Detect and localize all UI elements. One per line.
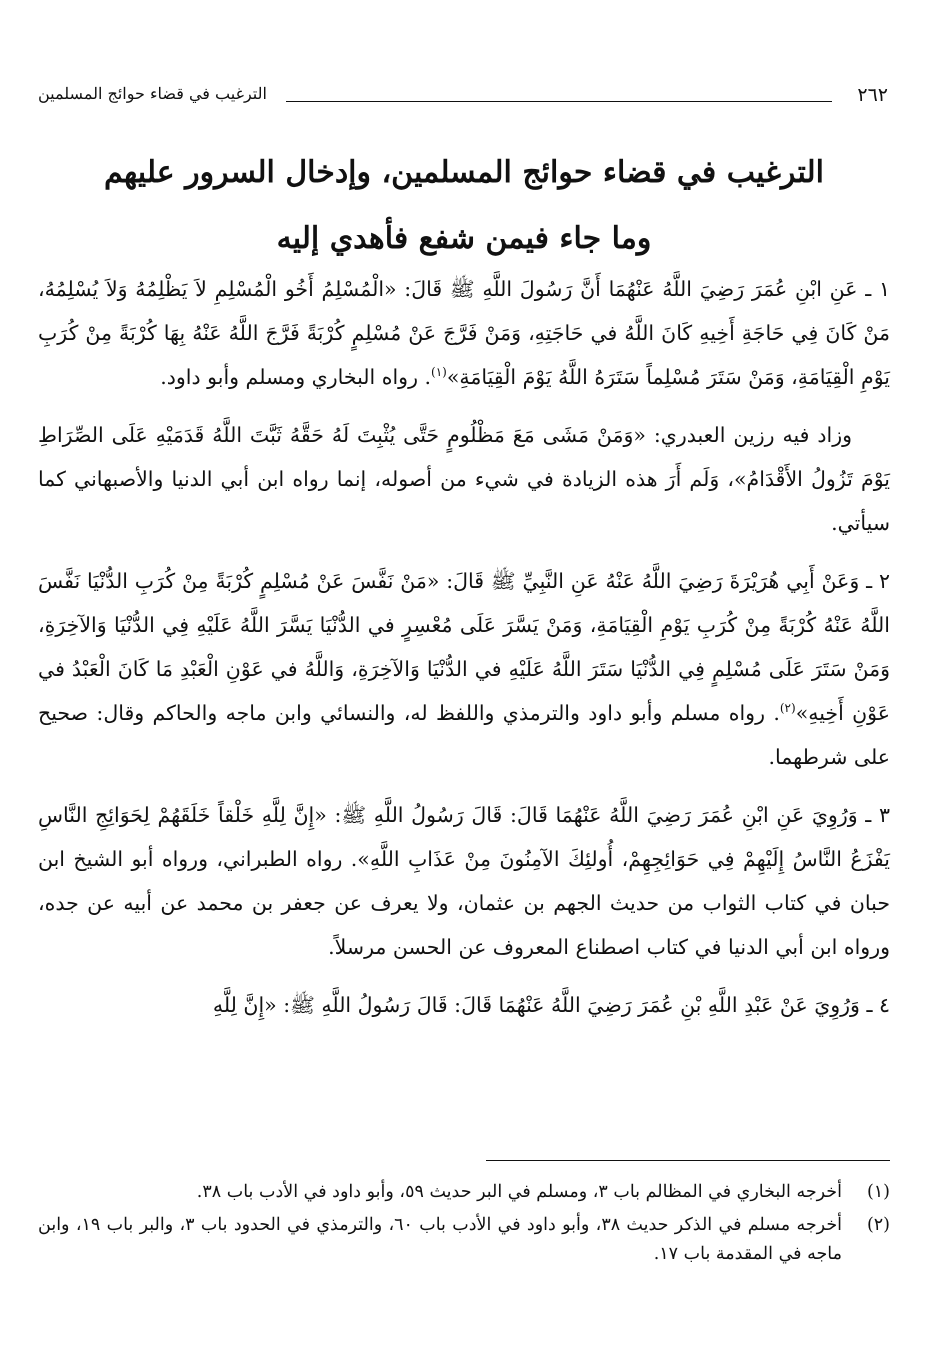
hadith-2 [38, 559, 890, 779]
chapter-title-line-1: الترغيب في قضاء حوائج المسلمين، وإدخال السرور عليهم [104, 155, 824, 190]
footnote-2 [38, 1211, 890, 1269]
footnote-ref-2[interactable]: (٢) [779, 701, 796, 716]
hadith-2-text: ٢ ـ وَعَنْ أَبِي هُرَيْرَةَ رَضِيَ اللَّهُ عَنْهُ عَنِ النَّبِيِّ ﷺ قَالَ: «مَنْ نَفَّسَ عَنْ مُسْلِمٍ كُرْبَةً مِنْ كُرَبِ الدُّنْيَا نَفَّسَ اللَّهُ عَنْهُ كُرْبَةً مِنْ كُرَبِ يَوْمِ الْقِيَامَةِ، وَمَنْ يَسَّرَ عَلَى مُعْسِرٍ في الدُّنْيَا يَسَّرَ اللَّهُ عَلَيْهِ فِي الدُّنْيَا وَالآخِرَةِ، وَمَنْ سَتَرَ عَلَى مُسْلِمٍ فِي الدُّنْيَا سَتَرَ اللَّهُ عَلَيْهِ في الدُّنْيَا وَالآخِرَةِ، وَاللَّهُ في عَوْنِ الْعَبْدِ مَا كَانَ الْعَبْدُ في عَوْنِ أَخِيهِ» [38, 569, 891, 725]
hadith-1-source: . رواه البخاري ومسلم وأبو داود. [160, 365, 432, 389]
footnote-2-text: أخرجه مسلم في الذكر حديث ٣٨، وأبو داود في الأدب باب ٦٠، والترمذي في الحدود باب ٣، والبر باب ١٩، وابن ماجه في المقدمة باب ١٧. [38, 1215, 843, 1264]
hadith-1 [38, 267, 890, 399]
commentary-paragraph: وزاد فيه رزين العبدري: «وَمَنْ مَشَى مَعَ مَظْلُومٍ حَتَّى يُثْبِتَ لَهُ حَقَّهُ ثَبَّتَ اللَّهُ قَدَمَيْهِ عَلَى الصِّرَاطِ يَوْمَ تَزُولُ الأَقْدَامُ»، وَلَم أَرَ هذه الزيادة في شيء من أصوله، إنما رواه ابن أبي الدنيا والأصبهاني كما سيأتي. [38, 423, 890, 535]
chapter-title-line-2: وما جاء فيمن شفع فأهدي إليه [276, 221, 652, 256]
running-title: الترغيب في قضاء حوائج المسلمين [38, 84, 267, 103]
footnote-1 [38, 1178, 890, 1207]
footnotes [38, 1178, 890, 1273]
header-rule [286, 101, 832, 102]
chapter-title [40, 140, 888, 272]
hadith-2-source: . رواه مسلم وأبو داود والترمذي واللفظ له، والنسائي وابن ماجه والحاكم وقال: صحيح على شرطهما. [38, 701, 890, 769]
hadith-1-text: ١ ـ عَنِ ابْنِ عُمَرَ رَضِيَ اللَّهُ عَنْهُمَا أَنَّ رَسُولَ اللَّهِ ﷺ قَالَ: «الْمُسْلِمُ أَخُو الْمُسْلِمِ لاَ يَظْلِمُهُ وَلاَ يُسْلِمُهُ، مَنْ كَانَ فِي حَاجَةِ أَخِيهِ كَانَ اللَّهُ في حَاجَتِهِ، وَمَنْ فَرَّجَ عَنْ مُسْلِمٍ كُرْبَةً فَرَّجَ اللَّهُ عَنْهُ بِهَا كُرْبَةً مِنْ كُرَبِ يَوْمِ الْقِيَامَةِ، وَمَنْ سَتَرَ مُسْلِماً سَتَرَهُ اللَّهُ يَوْمَ الْقِيَامَةِ» [38, 277, 890, 389]
hadith-3: ٣ ـ وَرُوِيَ عَنِ ابْنِ عُمَرَ رَضِيَ اللَّهُ عَنْهُمَا قَالَ: قَالَ رَسُولُ اللَّهِ ﷺ: «إِنَّ لِلَّهِ خَلْقاً خَلَقَهُمْ لِحَوَائِجِ النَّاسِ يَفْزَعُ النَّاسُ إِلَيْهِمْ فِي حَوَائِجِهِمْ، أُولئِكَ الآمِنُونَ مِنْ عَذَابِ اللَّهِ». رواه الطبراني، ورواه أبو الشيخ ابن حبان في كتاب الثواب من حديث الجهم بن عثمان، ولا يعرف عن جعفر بن محمد عن أبيه عن جده، ورواه ابن أبي الدنيا في كتاب اصطناع المعروف عن الحسن مرسلاً. [38, 803, 890, 959]
running-header [38, 84, 888, 110]
footnote-1-number: (١) [866, 1182, 890, 1202]
footnote-ref-1[interactable]: (١) [431, 365, 447, 380]
footnote-1-text: أخرجه البخاري في المظالم باب ٣، ومسلم في البر حديث ٥٩، وأبو داود في الأدب باب ٣٨. [196, 1182, 842, 1202]
hadith-4: ٤ ـ وَرُوِيَ عَنْ عَبْدِ اللَّهِ بْنِ عُمَرَ رَضِيَ اللَّهُ عَنْهُمَا قَالَ: قَالَ رَسُولُ اللَّهِ ﷺ: «إِنَّ لِلَّهِ [212, 993, 890, 1017]
footnote-2-number: (٢) [866, 1215, 890, 1235]
main-text [38, 267, 890, 1041]
page-number: ٢٦٢ [857, 84, 888, 106]
footnote-separator [486, 1160, 890, 1161]
